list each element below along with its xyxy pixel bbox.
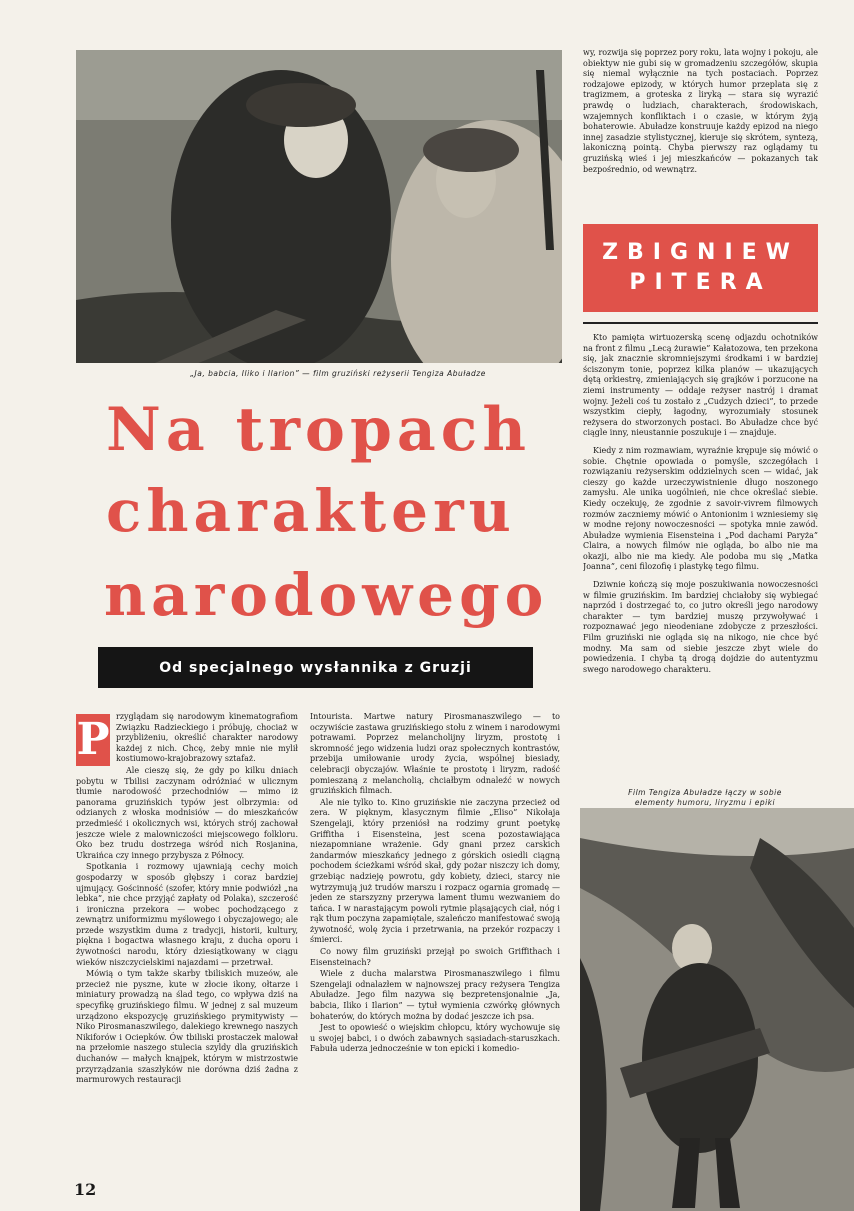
col3-paragraph-1: Kto pamięta wirtuozerską scenę odjazdu ochotników na front z filmu „Lecą żurawie” Kałatozowa, ten przekona się, jak znacznie skromniejszymi środkami i w bardziej ściszonym tonie, poprzez kilka planów — ukazujących dętą orkiestrę, zmieniających się grajków i porzucone na ziemi instrumenty — oddaje reżyser nastrój i dramat wojny. Jeżeli coś tu zostało z „Cudzych dzieci”, to przede wszystkim ciepły, łagodny, wyrozumiały stosunek reżysera do stworzonych postaci. Bo Abuładze chce być ciągle inny, nieustannie poszukuje i — znajduje. <box>583 333 818 438</box>
right-photo-caption-line-1: Film Tengiza Abuładze łączy w sobie <box>628 788 782 797</box>
headline-line-2: charakteru <box>106 477 516 545</box>
col1-paragraph-2: Ale cieszę się, że gdy po kilku dniach pobytu w Tbilisi zaczynam odróżniać w ulicznym tłumie narodowość przechodniów — mimo iż panorama gruzińskich typów jest olbrzymia: od odzianych z włoska modnisiów — do mieszkańców przedmieść i okolicznych wsi, których strój zachował jeszcze wiele z malowniczości miejscowego folkloru. Oko bez trudu dostrzega wśród nich Rosjanina, Ukraińca czy innego przybysza z Północy. <box>76 765 298 860</box>
col1-paragraph-3: Spotkania i rozmowy ujawniają cechy moich gospodarzy w sposób głębszy i coraz bardziej ujmujący. Gościnność (szofer, który mnie podwiózł „na lebka”, nie chce przyjąć zapłaty od Polaka), szczerość i ironiczna przekora — wobec pochodzącego z zewnątrz uniformizmu myślowego i obyczajowego; ale przede wszystkim duma z tradycji, historii, kultury, piękna i bogactwa własnego kraju, z ducha oporu i żywotności narodu, który dziesiątkowany w ciągu wieków niszczycielskimi najazdami — przetrwał. <box>76 862 298 967</box>
col3-paragraph-2: Kiedy z nim rozmawiam, wyraźnie krępuje się mówić o sobie. Chętnie opowiada o pomyśle, szczegółach i rozwiązaniu reżyserskim oddzielnych scen — widać, jak cieszy go każde urzeczywistnienie długo noszonego zamysłu. Ale unika uogólnień, nie chce określać siebie. Kiedy oczekuję, że zgodnie z savoir-vivrem filmowych rozmów zaczniemy mówić o Antonionim i wzniesiemy się w modne rejony nowoczesności — spotyka mnie zawód. Abuładze wymienia Eisensteina i „Pod dachami Paryża” Claira, a nowych filmów nie ogląda, bo albo nie ma okazji, albo nie ma kiedy. Ale podoba mu się „Matka Joanna”, ceni filozofię i plastykę tego filmu. <box>583 445 818 572</box>
col2-paragraph-4: Wiele z ducha malarstwa Pirosmanaszwilego i filmu Szengelaji odnalazłem w najnowszej pracy reżysera Tengiza Abuładze. Jego film nazywa się bezpretensjonalnie „Ja, babcia, Iliko i Ilarion” — tytuł wymienia czwórkę głównych bohaterów, do których można by dodać jeszcze ich psa. <box>310 969 560 1021</box>
subtitle-text: Od specjalnego wysłannika z Gruzji <box>159 659 472 676</box>
top-photo <box>76 50 562 363</box>
col2-paragraph-2: Ale nie tylko to. Kino gruzińskie nie zaczyna przecież od zera. W pięknym, klasycznym filmie „Eliso” Nikołaja Szengelaji, który przeniósł na rodzimy grunt poetykę Griffitha i Eisensteina, jest scena pozostawiająca niezapomniane wrażenie. Gdy gnani przez carskich żandarmów mieszkańcy jednego z górskich osiedli ciągną pochodem ścieżkami wśród skał, gdy pożar niszczy ich domy, grzebiąc nadzieję powrotu, gdy kobiety, dzieci, starcy nie wytrzymują już trudów marszu i rozpacz ogarnia gromadę — jeden ze starszyzny przerywa lament tłumu wezwaniem do tańca. I w narastającym powoli rytmie pląsających ciał, nóg i rąk tłum poczyna zapamiętale, szaleńczo manifestować swoją żywotność, wolę życia i przetrwania, na przekór rozpaczy i śmierci. <box>310 797 560 945</box>
col2-paragraph-5: Jest to opowieść o wiejskim chłopcu, który wychowuje się u swojej babci, i o dwóch zabawnych sąsiadach-staruszkach. Fabuła uderza jednocześnie w ton epicki i komedio- <box>310 1023 560 1054</box>
author-rule <box>583 322 818 324</box>
author-first-name: ZBIGNIEW <box>602 240 799 266</box>
column-3-bottom <box>583 333 818 773</box>
col1-paragraph-1: rzyglądam się narodowym kinematografiom Związku Radzieckiego i próbuję, chociaż w przybliżeniu, określić charakter narodowy każdej z nich. Chcę, żeby mnie nie mylił kostiumowo-krajobrazowy sztafaż. <box>116 712 298 764</box>
right-photo <box>580 808 854 1211</box>
col2-paragraph-3: Co nowy film gruziński przejął po swoich Griffithach i Eisensteinach? <box>310 947 560 967</box>
column-1 <box>76 712 298 1172</box>
top-photo-caption: „Ja, babcia, Iliko i Ilarion” — film gruziński reżyserii Tengiza Abuładze <box>190 369 486 378</box>
col1-paragraph-4: Mówią o tym także skarby tbiliskich muzeów, ale przecież nie pyszne, kute w złocie ikony, ołtarze i miniatury prowadzą na ślad tego, co wpływa dziś na specyfikę gruzińskiego filmu. W jednej z sal muzeum urządzono ekspozycję gruzińskiego prymitywisty — Niko Pirosmanaszwilego, dalekiego krewnego naszych Nikiforów i Ociepków. Ów tbiliski prostaczek malował na przełomie naszego stulecia szyldy dla gruzińskich duchanów — małych knajpek, którym w mistrzostwie przyrządzania szaszłyków nie dorówna dziś żadna z marmurowych restauracji <box>76 969 298 1085</box>
headline-line-1: Na tropach <box>106 395 531 465</box>
column-2 <box>310 712 560 1172</box>
column-3-top <box>583 48 818 208</box>
col3-top-paragraph: wy, rozwija się poprzez pory roku, lata wojny i pokoju, ale obiektyw nie gubi się w gromadzeniu szczegółów, skupia się niemal wyłącznie na tych postaciach. Poprzez rodzajowe epizody, w których humor przeplata się z tragizmem, a groteska z liryką — stara się wyrazić prawdę o ludziach, charakterach, środowiskach, wzajemnych konfliktach i o czasie, w którym żyją bohaterowie. Abuładze konstruuje każdy epizod na niego innej zasadzie stylistycznej, kieruje się skrótem, syntezą, lakoniczną pointą. Chyba pierwszy raz oglądamy tu gruzińską wieś i jej mieszkańców — pokazanych tak bezpośrednio, od wewnątrz. <box>583 48 818 174</box>
drop-cap: P <box>76 714 110 765</box>
right-photo-caption-line-2: elementy humoru, liryzmu i epiki <box>634 798 776 807</box>
headline-line-3: narodowego <box>104 561 549 629</box>
author-last-name: PITERA <box>629 270 772 295</box>
col3-paragraph-3: Dziwnie kończą się moje poszukiwania nowoczesności w filmie gruzińskim. Im bardziej chciałoby się wybiegać naprzód i dostrzegać to, co jutro określi jego narodowy charakter — tym bardziej muszę przywoływać i rozpoznawać jego nieodeniane zdobycze z przeszłości. Film gruziński nie ogląda się na nikogo, nie chce być modny. Ma sam od siebie jeszcze zbyt wiele do powiedzenia. I chyba tą drogą dojdzie do autentyzmu swego narodowego charakteru. <box>583 580 818 674</box>
author-name-box <box>583 224 818 312</box>
right-photo-caption <box>600 788 810 808</box>
subtitle-bar <box>98 647 533 688</box>
col2-paragraph-1: Intourista. Martwe natury Pirosmanaszwilego — to oczywiście zastawa gruzińskiego stołu z winem i narodowymi potrawami. Poprzez melancholijny liryzm, prostotę i skromność jego widzenia ludzi oraz społecznych kontrastów, przebija umiłowanie urody życia, wspólnej biesiady, celebracji obyczajów. Właśnie te prostotę i liryzm, radość pomieszaną z melancholią, chciałbym odnaleźć w nowych gruzińskich filmach. <box>310 712 560 796</box>
page-number: 12 <box>74 1180 97 1199</box>
